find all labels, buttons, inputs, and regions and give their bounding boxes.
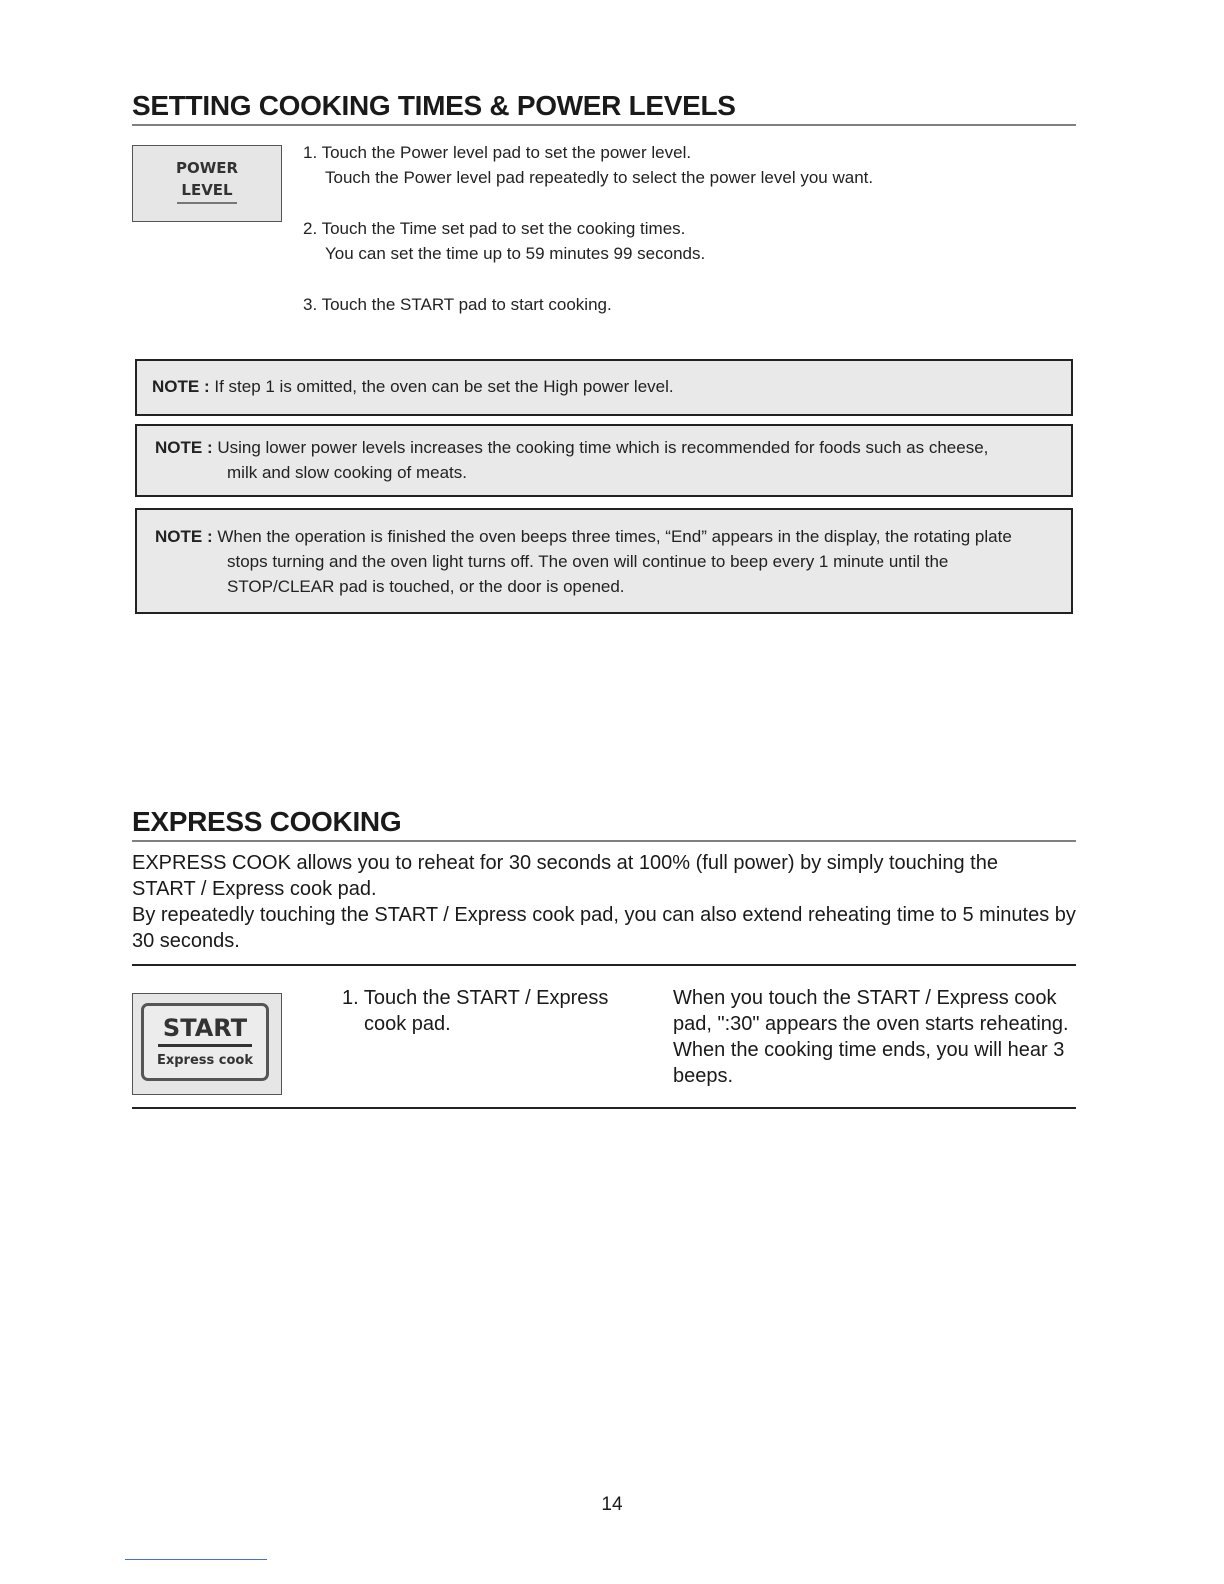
step-2-sub: You can set the time up to 59 minutes 99 seconds. — [325, 244, 706, 263]
step-1-sub: Touch the Power level pad repeatedly to select the power level you want. — [325, 168, 874, 187]
express-desc-line-3: When the cooking time ends, you will hear 3 — [673, 1039, 1065, 1061]
step-1-main: 1. Touch the Power level pad to set the power level. — [303, 143, 692, 162]
note-box-3 — [135, 508, 1073, 614]
footer-line — [125, 1559, 267, 1560]
express-step-1-line-2: cook pad. — [364, 1013, 451, 1035]
express-desc-line-2: pad, ":30" appears the oven starts reheating. — [673, 1013, 1069, 1035]
power-pad-label-line1: POWER — [175, 159, 239, 177]
note-2-line-1: Using lower power levels increases the cooking time which is recommended for foods such as cheese, — [217, 438, 989, 457]
section-title-power-levels: SETTING COOKING TIMES & POWER LEVELS — [132, 90, 1076, 126]
express-step-1 — [342, 985, 642, 1037]
note-label: NOTE : — [155, 438, 213, 457]
divider-top — [132, 964, 1076, 966]
power-level-pad — [132, 145, 282, 222]
note-3-line-1: When the operation is finished the oven beeps three times, “End” appears in the display, the rotating plate — [217, 527, 1012, 546]
power-pad-underline — [177, 202, 237, 204]
step-3 — [303, 292, 612, 317]
note-1-text: If step 1 is omitted, the oven can be set the High power level. — [214, 377, 674, 396]
start-underline — [158, 1044, 252, 1047]
express-intro — [132, 850, 1076, 954]
note-label: NOTE : — [152, 377, 210, 396]
express-intro-line-1: EXPRESS COOK allows you to reheat for 30 seconds at 100% (full power) by simply touching the — [132, 852, 998, 874]
step-2 — [303, 216, 705, 266]
express-intro-line-3: By repeatedly touching the START / Express cook pad, you can also extend reheating time to 5 minutes by — [132, 904, 1076, 926]
section-title-express-cooking: EXPRESS COOKING — [132, 806, 1076, 842]
express-intro-line-4: 30 seconds. — [132, 930, 240, 952]
step-3-main: 3. Touch the START pad to start cooking. — [303, 295, 612, 314]
note-3-line-2: stops turning and the oven light turns off. The oven will continue to beep every 1 minute until the — [227, 552, 949, 571]
note-label: NOTE : — [155, 527, 213, 546]
note-box-2 — [135, 424, 1073, 497]
express-intro-line-2: START / Express cook pad. — [132, 878, 377, 900]
divider-bottom — [132, 1107, 1076, 1109]
note-2-line-2: milk and slow cooking of meats. — [227, 463, 467, 482]
step-1 — [303, 140, 873, 190]
power-pad-label-line2: LEVEL — [181, 181, 233, 199]
note-box-1 — [135, 359, 1073, 416]
step-2-main: 2. Touch the Time set pad to set the cooking times. — [303, 219, 686, 238]
start-label: START — [162, 1014, 248, 1042]
express-step-1-line-1: 1. Touch the START / Express — [342, 987, 609, 1009]
express-desc-line-4: beeps. — [673, 1065, 734, 1087]
express-cook-label: Express cook — [156, 1053, 253, 1068]
start-express-cook-pad — [132, 993, 282, 1095]
note-3-line-3: STOP/CLEAR pad is touched, or the door is opened. — [227, 577, 625, 596]
express-description — [673, 985, 1076, 1089]
page-number: 14 — [601, 1494, 623, 1515]
express-desc-line-1: When you touch the START / Express cook — [673, 987, 1057, 1009]
start-button-graphic — [141, 1003, 269, 1081]
